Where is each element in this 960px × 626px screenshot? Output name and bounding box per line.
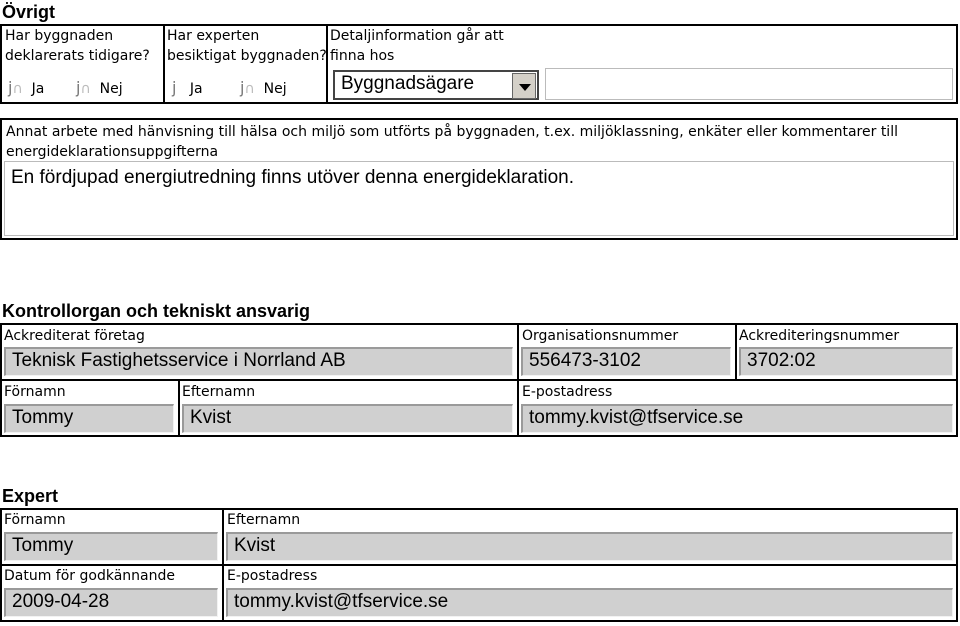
detail-info-select-value: Byggnadsägare — [341, 73, 475, 94]
section-heading-ovrigt: Övrigt — [2, 2, 56, 22]
detail-info-select[interactable] — [333, 70, 539, 100]
q-expert-inspected-label: Har experten besiktigat byggnaden? — [167, 28, 327, 64]
kontroll-email-label: E-postadress — [522, 384, 613, 400]
radio-declared-yes[interactable]: j∩ Ja — [8, 78, 45, 97]
expert-email-label: E-postadress — [227, 568, 318, 584]
accreditation-field[interactable]: 3702:02 — [739, 347, 953, 376]
q-detail-info-label: Detaljinformation går att finna hos — [330, 28, 504, 64]
kontroll-firstname-field[interactable]: Tommy — [4, 404, 174, 433]
kontroll-lastname-field[interactable]: Kvist — [182, 404, 513, 433]
expert-firstname-field[interactable]: Tommy — [4, 532, 218, 561]
expert-date-label: Datum för godkännande — [4, 568, 175, 584]
radio-declared-no[interactable]: j∩ Nej — [76, 78, 123, 97]
kontroll-email-field[interactable]: tommy.kvist@tfservice.se — [521, 404, 953, 433]
radio-icon: j — [172, 78, 177, 97]
expert-email-field[interactable]: tommy.kvist@tfservice.se — [226, 588, 953, 617]
company-field[interactable]: Teknisk Fastighetsservice i Norrland AB — [4, 347, 513, 376]
expert-date-field[interactable]: 2009-04-28 — [4, 588, 218, 617]
radio-icon: j — [76, 78, 81, 97]
section-heading-kontrollorgan: Kontrollorgan och tekniskt ansvarig — [2, 301, 311, 321]
radio-icon: j — [240, 78, 245, 97]
expert-lastname-label: Efternamn — [227, 512, 301, 528]
chevron-down-icon[interactable] — [512, 73, 536, 99]
radio-inspected-yes[interactable]: j Ja — [172, 78, 203, 97]
orgnr-field[interactable]: 556473-3102 — [521, 347, 731, 376]
orgnr-label: Organisationsnummer — [522, 328, 679, 344]
radio-inspected-no[interactable]: j∩ Nej — [240, 78, 287, 97]
accreditation-label: Ackrediteringsnummer — [739, 328, 900, 344]
section-heading-expert: Expert — [2, 486, 59, 506]
expert-firstname-label: Förnamn — [4, 512, 66, 528]
kontroll-lastname-label: Efternamn — [182, 384, 256, 400]
kontroll-firstname-label: Förnamn — [4, 384, 66, 400]
company-label: Ackrediterat företag — [4, 328, 145, 344]
other-work-label: Annat arbete med hänvisning till hälsa och miljö som utförts på byggnaden, t.ex. miljöklassning, enkäter eller kommentarer till energideklarationsuppgifterna — [6, 124, 898, 160]
radio-icon: j — [8, 78, 13, 97]
q-declared-before-label: Har byggnaden deklarerats tidigare? — [5, 28, 150, 64]
detail-info-extra-field[interactable] — [545, 68, 953, 100]
other-work-textarea[interactable]: En fördjupad energiutredning finns utöver denna energideklaration. — [4, 161, 954, 236]
expert-lastname-field[interactable]: Kvist — [226, 532, 953, 561]
